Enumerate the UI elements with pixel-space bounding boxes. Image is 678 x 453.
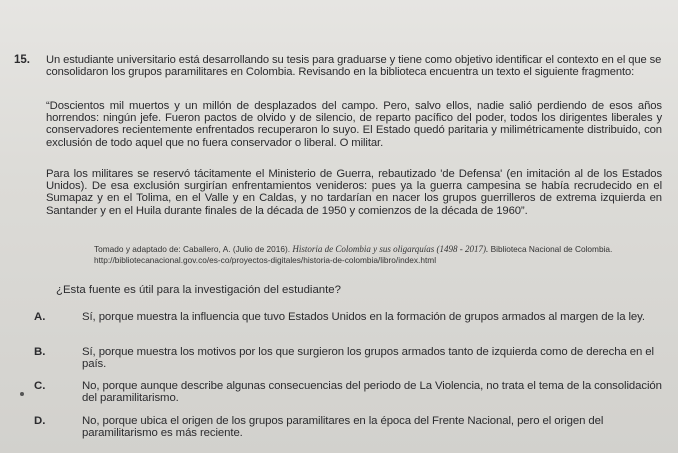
source-title: Historia de Colombia y sus oligarquías (1498 - 2017). (292, 244, 489, 254)
question-number: 15. (14, 54, 30, 66)
option-text: No, porque aunque describe algunas consecuencias del periodo de La Violencia, no trata el tema de la consolidación del paramilitarismo. (82, 380, 662, 405)
quote-paragraph-1: “Doscientos mil muertos y un millón de desplazados del campo. Pero, salvo ellos, nadie salió perdiendo de esos años horrendos: ningún jefe. Fueron pactos de olvido y de silencio, de reparto pacífico del poder, todos los dirigentes liberales y conservadores recientemente enfrentados recuperaron lo suyo. El Estado quedó paritaria y milimétricamente distribuido, con exclusión de todo aquel que no fuera conservador o liberal. O militar. (46, 100, 662, 149)
question-stem: Un estudiante universitario está desarrollando su tesis para graduarse y tiene como objetivo identificar el contexto en el que se consolidaron los grupos paramilitares en Colombia. Revisando en la biblioteca encuentra un texto el siguiente fragmento: (46, 54, 662, 79)
option-letter: C. (34, 380, 46, 392)
option-text: No, porque ubica el origen de los grupos paramilitares en la época del Frente Nacional, pero el origen del paramilitarismo es más reciente. (82, 415, 604, 440)
option-text: Sí, porque muestra los motivos por los que surgieron los grupos armados tanto de izquierda como de derecha en el país. (82, 346, 654, 371)
source-prefix: Tomado y adaptado de: Caballero, A. (Julio de 2016). (94, 244, 291, 254)
source-citation (94, 244, 666, 265)
option-letter: D. (34, 415, 46, 427)
option-text: Sí, porque muestra la influencia que tuvo Estados Unidos en la formación de grupos armados al margen de la ley. (82, 311, 645, 323)
question-prompt: ¿Esta fuente es útil para la investigación del estudiante? (56, 284, 341, 296)
source-suffix: Biblioteca Nacional de Colombia. http://bibliotecanacional.gov.co/es-co/proyectos-digitales/historia-de-colombia/libro/index.html (94, 244, 613, 265)
bullet-mark (20, 392, 24, 396)
option-letter: B. (34, 346, 46, 358)
quote-paragraph-2: Para los militares se reservó tácitamente el Ministerio de Guerra, rebautizado 'de Defensa' (en imitación al de los Estados Unidos). De esa exclusión surgirían enfrentamientos venideros: pues ya la guerra campesina se había recrudecido en el Sumapaz y en el Tolima, en el Valle y en Caldas, y no tardarían en nacer los grupos guerrilleros de extrema izquierda en Santander y en el Huila durante finales de la década de 1950 y comienzos de la década de 1960”. (46, 168, 662, 217)
option-letter: A. (34, 311, 46, 323)
